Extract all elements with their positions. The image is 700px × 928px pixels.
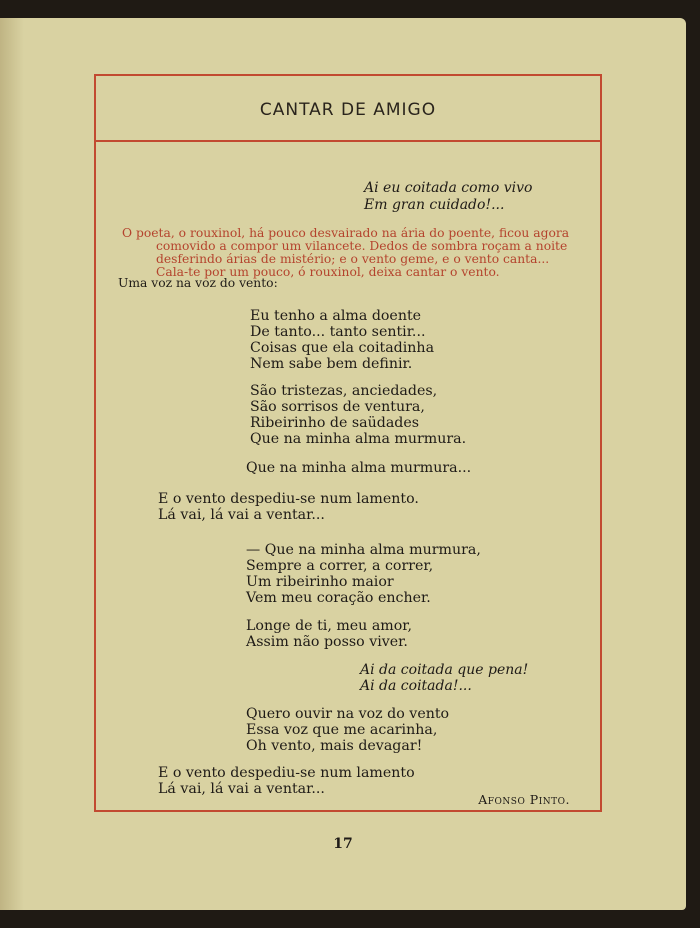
epigraph-line: Em gran cuidado!... xyxy=(364,197,505,213)
intro-line: Uma voz na voz do vento: xyxy=(118,276,278,290)
author-signature: Afonso Pinto. xyxy=(478,792,570,807)
verse-line: Longe de ti, meu amor, xyxy=(246,618,413,634)
verse-line: Que na minha alma murmura... xyxy=(246,460,472,476)
intro-line: desferindo árias de mistério; e o vento geme, e o vento canta... xyxy=(156,252,550,266)
page-number: 17 xyxy=(333,836,353,852)
verse-line: Oh vento, mais devagar! xyxy=(246,738,423,754)
epigraph-line: Ai eu coitada como vivo xyxy=(364,180,533,196)
verse-line: Coisas que ela coitadinha xyxy=(250,340,435,356)
refrain-line: E o vento despediu-se num lamento xyxy=(158,765,415,781)
verse-line: Que na minha alma murmura. xyxy=(250,431,467,447)
verse-line: Assim não posso viver. xyxy=(246,634,408,650)
lament-line: Ai da coitada!... xyxy=(360,678,472,694)
refrain-line: E o vento despediu-se num lamento. xyxy=(158,491,419,507)
title-band xyxy=(96,76,600,142)
page xyxy=(0,18,686,910)
poem-title: CANTAR DE AMIGO xyxy=(259,100,437,120)
lament-line: Ai da coitada que pena! xyxy=(360,662,529,678)
verse-line: São tristezas, anciedades, xyxy=(250,383,438,399)
verse-line: — Que na minha alma murmura, xyxy=(246,542,481,558)
poem-frame xyxy=(94,74,602,812)
verse-line: Sempre a correr, a correr, xyxy=(246,558,434,574)
refrain-line: Lá vai, lá vai a ventar... xyxy=(158,781,325,797)
verse-line: Quero ouvir na voz do vento xyxy=(246,706,450,722)
verse-line: Nem sabe bem definir. xyxy=(250,356,413,372)
refrain-line: Lá vai, lá vai a ventar... xyxy=(158,507,325,523)
intro-line: Cala-te por um pouco, ó rouxinol, deixa cantar o vento. xyxy=(156,265,500,279)
binding-gutter xyxy=(0,18,24,910)
verse-line: Vem meu coração encher. xyxy=(246,590,431,606)
intro-line: comovido a compor um vilancete. Dedos de sombra roçam a noite xyxy=(156,239,568,253)
verse-line: São sorrisos de ventura, xyxy=(250,399,425,415)
verse-line: Ribeirinho de saüdades xyxy=(250,415,420,431)
verse-line: Eu tenho a alma doente xyxy=(250,308,422,324)
intro-line: O poeta, o rouxinol, há pouco desvairado na ária do poente, ficou agora xyxy=(122,226,570,240)
verse-line: Um ribeirinho maior xyxy=(246,574,394,590)
verse-line: De tanto... tanto sentir... xyxy=(250,324,426,340)
verse-line: Essa voz que me acarinha, xyxy=(246,722,438,738)
